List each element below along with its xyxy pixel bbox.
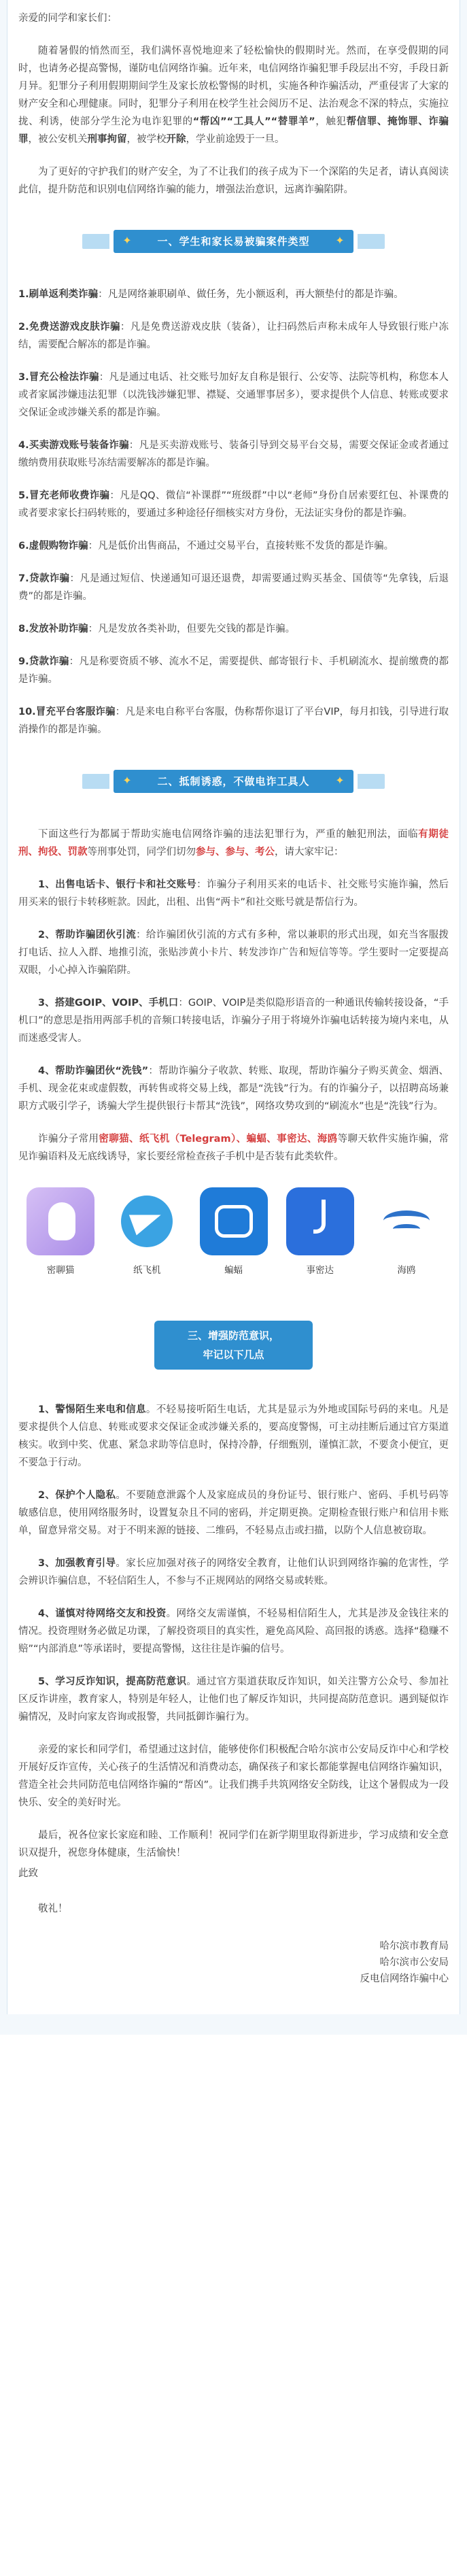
app-name: 海鸥	[397, 1265, 416, 1276]
case-item	[18, 703, 449, 739]
behavior-text: ：GOIP、VOIP是类似隐形语音的一种通讯传输转接设备，“手机口”的意思是指用两部手机的音频口转接电话，诈骗分子用于将境外诈骗电话转接为境内来电，从而迷惑受害人。	[18, 998, 449, 1044]
section-2-intro: 下面这些行为都属于帮助实施电信网络诈骗的违法犯罪行为，严重的触犯刑法，面临有期徒刑、拘役、罚款等刑事处罚，同学们切勿参与、参与、考公，请大家牢记：	[18, 829, 449, 858]
case-item	[18, 318, 449, 354]
behavior-text: ：诈骗分子利用买来的电话卡、社交账号实施诈骗，然后用买来的银行卡转移赃款。因此，出租、出售“两卡”和社交账号就是帮信行为。	[18, 879, 449, 908]
tip-item	[18, 1555, 449, 1590]
tip-item	[18, 1401, 449, 1472]
seagull-icon	[373, 1187, 440, 1255]
tip-item	[18, 1673, 449, 1726]
behavior-item	[18, 1062, 449, 1115]
bat-icon	[200, 1187, 268, 1255]
tip-title: 5、学习反诈知识，提高防范意识	[38, 1676, 187, 1687]
case-text: ：凡是称要资质不够、流水不足，需要提供、邮寄银行卡、手机刷流水、提前缴费的都是诈骗。	[18, 656, 449, 685]
case-title: 10.冒充平台客服诈骗	[18, 707, 116, 717]
case-text: ：凡是网络兼职刷单、做任务，先小额返利，再大额垫付的都是诈骗。	[98, 289, 404, 300]
section-3-banner	[18, 1312, 449, 1380]
section-3-title-line-1: 三、增强防范意识，	[187, 1329, 279, 1342]
case-title: 4.买卖游戏账号装备诈骗	[18, 440, 129, 451]
greeting: 亲爱的同学和家长们：	[18, 13, 117, 24]
app-name: 密聊猫	[46, 1265, 75, 1276]
tip-text: 。家长应加强对孩子的网络安全教育，让他们认识到网络诈骗的危害性，学会辨识诈骗信息，不轻信陌生人，不参与不正规网站的网络交易或转账。	[18, 1558, 449, 1587]
intro-paragraph-1: 随着暑假的悄然而至，我们满怀喜悦地迎来了轻松愉快的假期时光。然而，在享受假期的同时，也请务必提高警惕，谨防电信网络诈骗。近年来，电信网络诈骗犯罪手段层出不穷，手段日新月异。犯罪分子利用假期期间学生及家长放松警惕的时机，实施各种诈骗活动，严重侵害了大家的财产安全和心理健康。同时，犯罪分子利用在校学生社会阅历不足、法治观念不深的特点，实施拉拢、利诱，使部分学生沦为电诈犯罪的“帮凶”“工具人”“替罪羊”，触犯帮信罪、掩饰罪、诈骗罪，被公安机关刑事拘留，被学校开除，学业前途毁于一旦。	[18, 46, 449, 145]
tip-text: 。通过官方渠道获取反诈知识，如关注警方公众号、参加社区反诈讲座，教育家人，特别是年轻人，让他们也了解反诈知识，共同提高防范意识。遇到疑似诈骗情况，及时向家友咨询或报警，共同抵御诈骗行为。	[18, 1676, 449, 1723]
case-text: ：凡是免费送游戏皮肤（装备），让扫码然后声称未成年人导致银行账户冻结，需要配合解冻的都是诈骗。	[18, 322, 449, 350]
section-3-title	[154, 1326, 313, 1364]
case-item	[18, 369, 449, 422]
case-title: 6.虚假购物诈骗	[18, 541, 88, 552]
tip-title: 4、谨慎对待网络交友和投资	[38, 1608, 167, 1619]
behavior-item	[18, 926, 449, 979]
case-text: ：凡是来电自称平台客服，伪称帮你退订了平台VIP，每月扣钱，引导进行取消操作的都是诈骗。	[18, 707, 449, 735]
case-item	[18, 537, 449, 555]
case-text: ：凡是发放各类补助，但要先交钱的都是诈骗。	[88, 624, 296, 634]
star-icon: ✦	[335, 774, 345, 787]
behavior-title: 4、帮助诈骗团伙“洗钱”	[38, 1066, 149, 1077]
closing-paragraph-1: 亲爱的家长和同学们，希望通过这封信，能够使你们积极配合哈尔滨市公安局反诈中心和学校开展好反诈宣传，关心孩子的生活情况和消费动态，确保孩子和家长都能掌握电信网络诈骗知识，营造全社会共同防范电信网络诈骗的“帮凶”。让我们携手共筑网络安全防线，让这个暑假成为一段快乐、安全的美好时光。	[18, 1744, 449, 1808]
tip-text: 。不要随意泄露个人及家庭成员的身份证号、银行账户、密码、手机号码等敏感信息，使用网络服务时，设置复杂且不同的密码，并定期更换。定期检查银行账户和信用卡账单，留意异常交易。对于不明来源的链接、二维码，不轻易点击或扫描，以防个人信息被窃取。	[18, 1490, 449, 1536]
paper-plane-icon	[113, 1187, 181, 1255]
case-item	[18, 570, 449, 605]
app-warning-paragraph: 诈骗分子常用密聊猫、纸飞机（Telegram）、蝙蝠、事密达、海鸥等聊天软件实施诈骗，常见诈骗语料及无底线诱导，家长要经常检查孩子手机中是否装有此类软件。	[18, 1134, 449, 1162]
star-icon: ✦	[122, 234, 132, 247]
j-logo-icon	[286, 1187, 354, 1255]
behavior-list	[18, 876, 449, 1115]
case-text: ：凡是通过电话、社交账号加好友自称是银行、公安等、法院等机构，称您本人或者家属涉嫌违法犯罪（以洗钱涉嫌犯罪、襟疑、交通罪事居多），要求提供个人信息、转账或要求交保证金或涉嫌关系的都是诈骗。	[18, 372, 449, 418]
behavior-text: ：给诈骗团伙引流的方式有多种，常以兼职的形式出现，如充当客服拨打电话、拉人入群、地推引流，张贴涉黄小卡片、转发涉诈广告和短信等等。学生要时一定要提高双眼，小心掉入诈骗陷阱。	[18, 930, 449, 976]
tip-list	[18, 1401, 449, 1726]
case-text: ：凡是低价出售商品，不通过交易平台，直接转账不发货的都是诈骗。	[88, 541, 394, 552]
case-item	[18, 653, 449, 688]
case-text: ：凡是买卖游戏账号、装备引导到交易平台交易，需要交保证金或者通过缴纳费用获取账号冻结需要解冻的都是诈骗。	[18, 440, 449, 469]
behavior-text: ：帮助诈骗分子收款、转账、取现，帮助诈骗分子购买黄金、烟酒、手机、现金花束或虚假数，再转售或将交易上线，都是“洗钱”行为。有的诈骗分子，以招聘高场兼职方式吸引学子，诱骗大学生提供银行卡帮其“洗钱”，网络攻势攻到的“刷流水”也是“洗钱”行为。	[18, 1066, 449, 1112]
case-item	[18, 437, 449, 472]
tip-text: 。网络交友需谨慎，不轻易相信陌生人，尤其是涉及金钱往来的情况。投资理财务必做足功课，了解投资项目的真实性，避免高风险、高回报的诱惑。选择“稳赚不赔”“内部消息”等承诺时，要提高警惕，这往往是诈骗的信号。	[18, 1608, 449, 1655]
case-title: 3.冒充公检法诈骗	[18, 372, 99, 383]
app-shimida	[283, 1187, 357, 1276]
section-3-title-line-2: 牢记以下几点	[203, 1349, 264, 1361]
case-title: 8.发放补助诈骗	[18, 624, 88, 634]
page-footer	[0, 2014, 467, 2035]
salute: 敬礼！	[38, 1903, 68, 1914]
tip-title: 2、保护个人隐私	[38, 1490, 116, 1501]
app-miliaomao	[24, 1187, 97, 1276]
closing-paragraph-2: 最后，祝各位家长家庭和睦、工作顺利！祝同学们在新学期里取得新进步，学习成绩和安全意识双提升，祝您身体健康，生活愉快！	[18, 1830, 449, 1859]
signer: 哈尔滨市公安局	[379, 1957, 449, 1968]
case-text: ：凡是QQ、微信“补课群”“班级群”中以“老师”身份自居索要红包、补课费的或者要求家长扫码转账的，要通过多种途径仔细核实对方身份，无法证实身份的都是诈骗。	[18, 490, 449, 519]
case-item	[18, 487, 449, 522]
app-haiou	[370, 1187, 443, 1276]
letter-body	[7, 0, 460, 2014]
cat-chat-icon	[27, 1187, 94, 1255]
behavior-item	[18, 994, 449, 1047]
case-title: 1.刷单返利类诈骗	[18, 289, 99, 300]
app-name: 蝙蝠	[224, 1265, 243, 1276]
case-title: 2.免费送游戏皮肤诈骗	[18, 322, 120, 333]
tip-text: 。不轻易接听陌生电话，尤其是显示为外地或国际号码的来电。凡是要求提供个人信息、转账或要求交保证金或涉嫌关系的，要高度警惕，可主动挂断后通过官方渠道核实。收到中奖、优惠、紧急求助等信息时，保持冷静，仔细甄别，谨慎汇款，不要贪小便宜，更不要急于行动。	[18, 1404, 449, 1468]
case-list	[18, 286, 449, 739]
behavior-item	[18, 876, 449, 911]
case-title: 9.贷款诈骗	[18, 656, 69, 667]
tip-title: 3、加强教育引导	[38, 1558, 116, 1569]
case-title: 7.贷款诈骗	[18, 573, 70, 584]
case-text: ：凡是通过短信、快递通知可退还退费，却需要通过购买基金、国债等“先拿钱，后退费”的都是诈骗。	[18, 573, 449, 602]
behavior-title: 1、出售电话卡、银行卡和社交账号	[38, 879, 197, 890]
section-2-banner	[18, 759, 449, 802]
case-item	[18, 620, 449, 638]
intro-paragraph-2: 为了更好的守护我们的财产安全，为了不让我们的孩子成为下一个深陷的失足者，请认真阅读此信，提升防范和识别电信网络诈骗的能力，增强法治意识，远离诈骗陷阱。	[18, 167, 449, 195]
signature-block	[18, 1938, 449, 1987]
signer: 反电信网络诈骗中心	[360, 1973, 449, 1984]
behavior-title: 2、帮助诈骗团伙引流	[38, 930, 137, 940]
case-title: 5.冒充老师收费诈骗	[18, 490, 110, 501]
app-bianfu	[197, 1187, 271, 1276]
behavior-title: 3、搭建GOIP、VOIP、手机口	[38, 998, 179, 1009]
app-name: 事密达	[306, 1265, 334, 1276]
app-name: 纸飞机	[133, 1265, 161, 1276]
app-icon-row	[18, 1181, 449, 1285]
closing-ci-zhi: 此致	[18, 1868, 38, 1879]
signer: 哈尔滨市教育局	[379, 1941, 449, 1952]
case-item	[18, 286, 449, 303]
tip-title: 1、警惕陌生来电和信息	[38, 1404, 146, 1415]
tip-item	[18, 1487, 449, 1540]
section-2-title: 二、抵制诱惑，不做电诈工具人	[157, 775, 310, 787]
app-telegram	[110, 1187, 184, 1276]
section-1-title: 一、学生和家长易被骗案件类型	[157, 235, 310, 248]
star-icon: ✦	[122, 774, 132, 787]
star-icon: ✦	[335, 234, 345, 247]
section-1-banner	[18, 219, 449, 262]
tip-item	[18, 1605, 449, 1658]
